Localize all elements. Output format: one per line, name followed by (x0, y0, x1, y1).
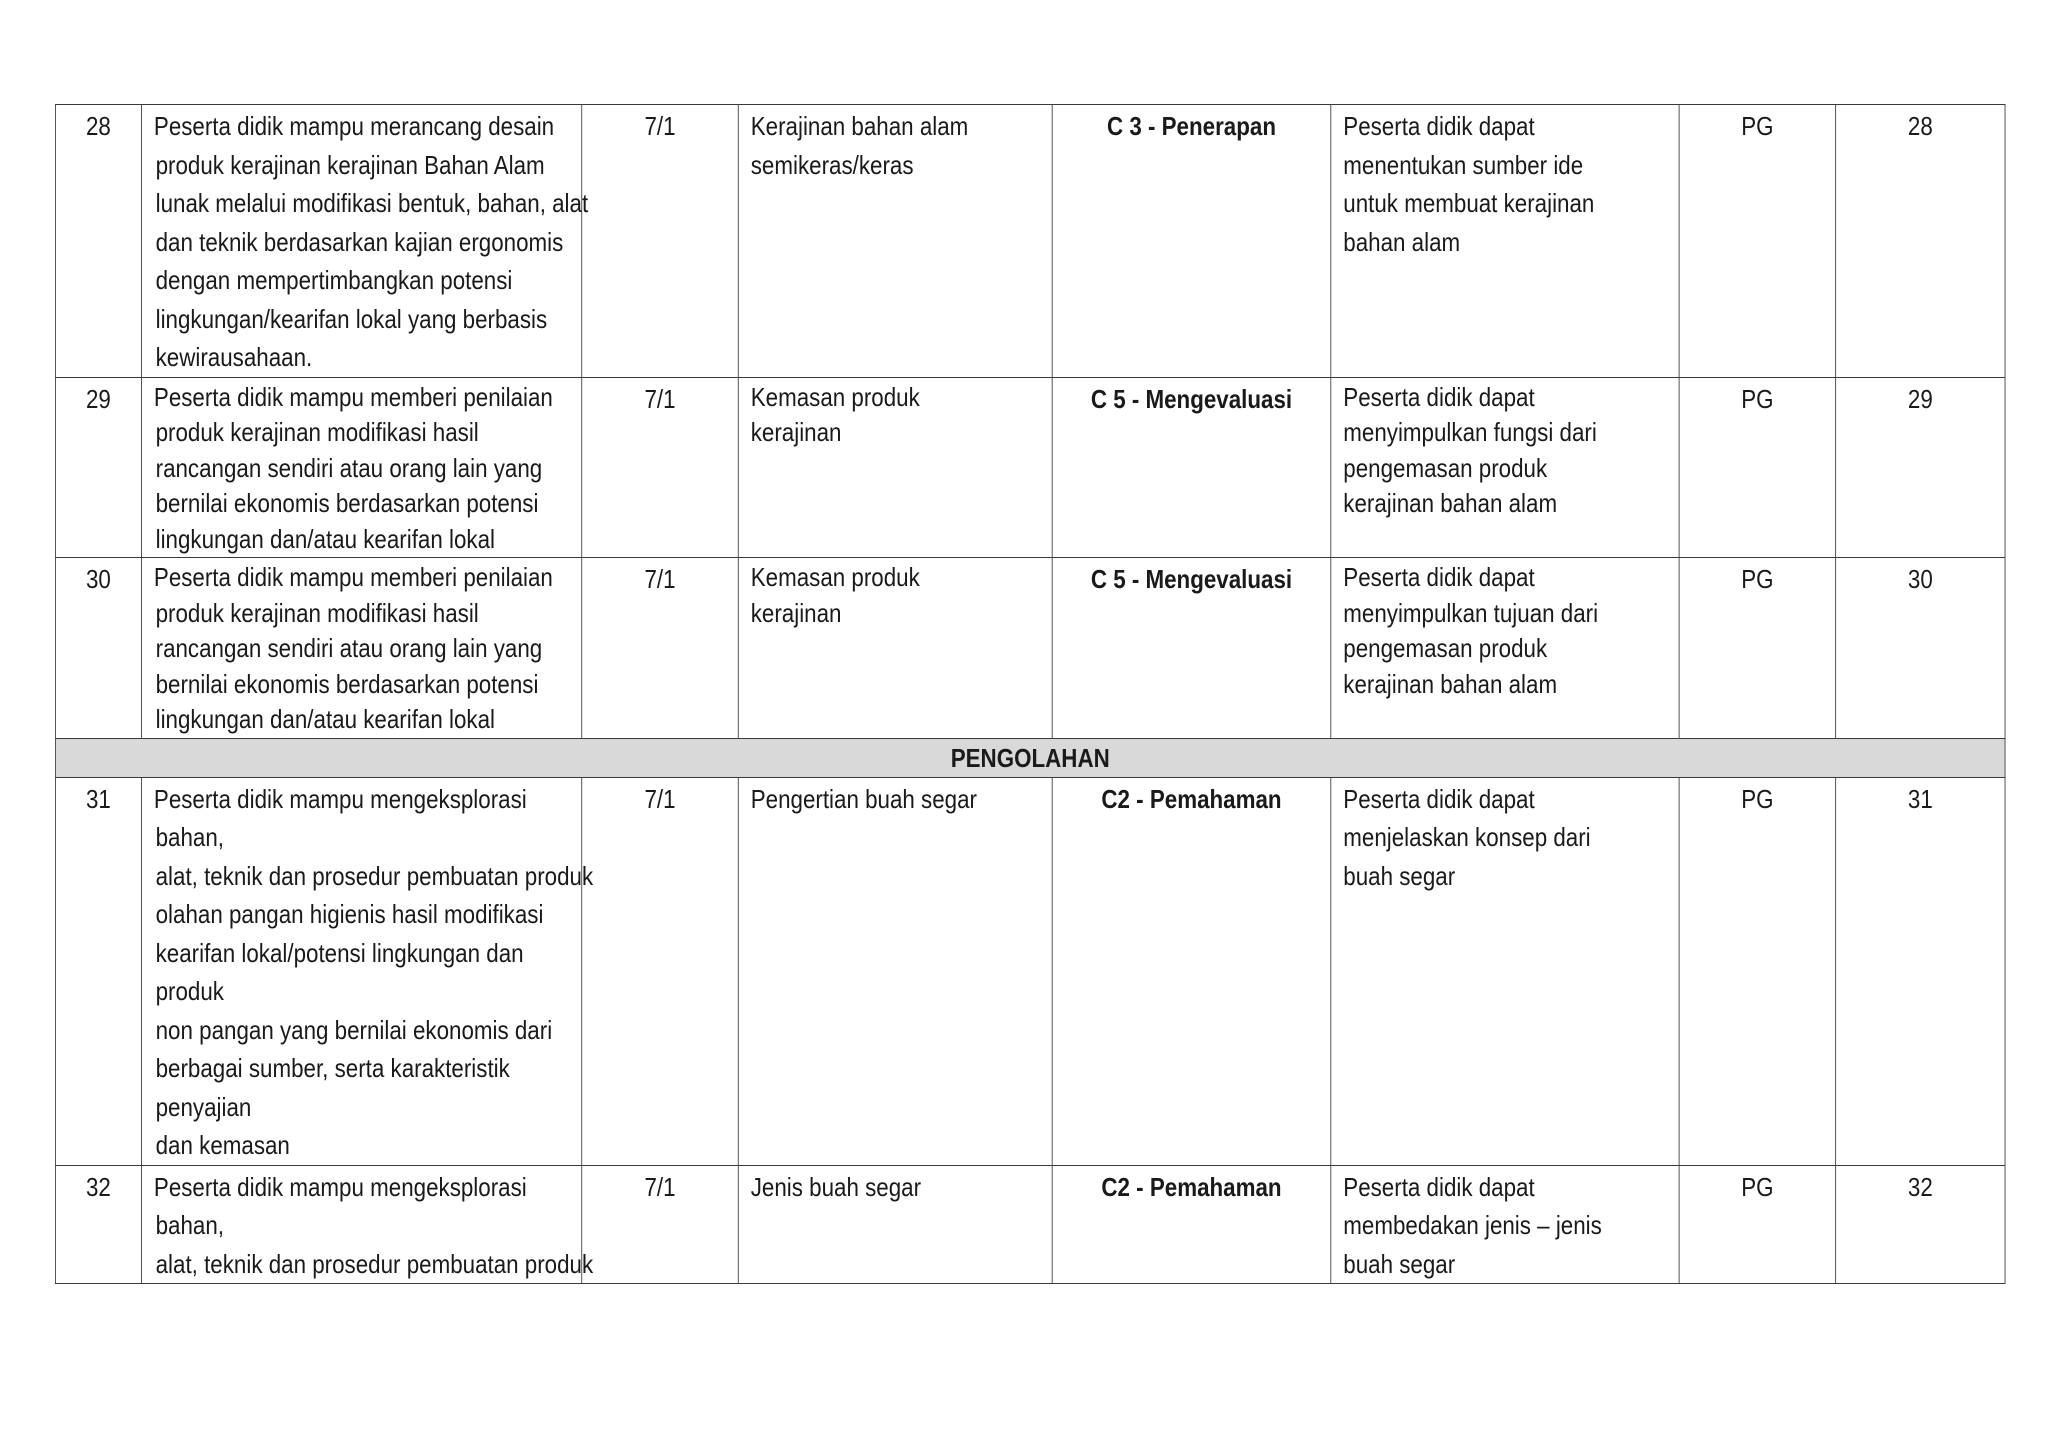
cell-kompetensi-line: rancangan sendiri atau orang lain yang (155, 633, 543, 663)
cell-kompetensi-line: berbagai sumber, serta karakteristik (155, 1053, 510, 1083)
table-body-upper (55, 105, 2005, 739)
cell-materi-line: Kemasan produk (750, 381, 920, 412)
cell-kelas: 7/1 (582, 105, 739, 378)
cell-bentuk-soal: PG (1679, 1165, 1836, 1284)
cell-indikator-line: pengemasan produk (1343, 452, 1548, 483)
cell-kompetensi-line: kewirausahaan. (155, 342, 313, 372)
cell-kompetensi-line: Peserta didik mampu mengeksplorasi (153, 1171, 527, 1202)
cell-no: 28 (55, 105, 141, 378)
cell-indikator-line: Peserta didik dapat (1343, 1171, 1535, 1202)
cell-no: 29 (55, 377, 141, 558)
cell-kompetensi-line: penyajian (155, 1091, 252, 1122)
cell-indikator-line: buah segar (1343, 1248, 1456, 1279)
kisi-kisi-table (55, 104, 2005, 1284)
cell-kelas: 7/1 (582, 377, 739, 558)
cell-kompetensi-line: dan kemasan (155, 1130, 290, 1160)
cell-materi (738, 777, 1052, 1165)
cell-kompetensi-line: produk kerajinan modifikasi hasil (155, 417, 479, 447)
cell-indikator-line: Peserta didik dapat (1343, 562, 1535, 592)
cell-bentuk-soal: PG (1679, 105, 1836, 378)
document-page (55, 104, 2005, 1284)
table-body-lower (55, 777, 2005, 1284)
cell-kompetensi-line: produk kerajinan kerajinan Bahan Alam (155, 149, 545, 180)
cell-nomor-soal: 31 (1836, 777, 2005, 1165)
table-section (55, 738, 2005, 777)
cell-kompetensi (141, 105, 589, 378)
cell-kompetensi (141, 777, 594, 1165)
cell-kompetensi-line: bernilai ekonomis berdasarkan potensi (155, 488, 539, 518)
cell-level-kognitif: C2 - Pemahaman (1052, 1165, 1331, 1284)
cell-kompetensi (141, 1165, 594, 1284)
cell-materi (738, 1165, 1052, 1284)
cell-kompetensi-line: lingkungan dan/atau kearifan lokal (155, 704, 495, 734)
cell-no: 32 (55, 1165, 141, 1284)
cell-indikator-line: Peserta didik dapat (1343, 111, 1535, 141)
cell-indikator-line: pengemasan produk (1343, 633, 1548, 663)
cell-no: 31 (55, 777, 141, 1165)
cell-kelas: 7/1 (582, 1165, 739, 1284)
cell-kompetensi-line: dengan mempertimbangkan potensi (155, 265, 513, 295)
table-row (55, 105, 2005, 378)
cell-materi-line: Pengertian buah segar (750, 783, 978, 814)
cell-materi (738, 377, 1052, 558)
cell-indikator-line: untuk membuat kerajinan (1343, 188, 1595, 218)
cell-indikator-line: buah segar (1343, 860, 1456, 891)
cell-indikator-line: menentukan sumber ide (1343, 149, 1584, 180)
table-row (55, 777, 2005, 1165)
cell-indikator (1331, 105, 1679, 378)
cell-kompetensi-line: produk (155, 976, 224, 1006)
cell-level-kognitif: C 3 - Penerapan (1052, 105, 1331, 378)
cell-materi (738, 105, 1052, 378)
cell-kompetensi-line: produk kerajinan modifikasi hasil (155, 597, 479, 628)
cell-materi-line: Kerajinan bahan alam (750, 111, 969, 141)
cell-indikator-line: membedakan jenis – jenis (1343, 1210, 1602, 1240)
cell-indikator-line: menyimpulkan tujuan dari (1343, 597, 1599, 628)
cell-kompetensi-line: Peserta didik mampu memberi penilaian (153, 562, 553, 592)
cell-indikator-line: kerajinan bahan alam (1343, 668, 1558, 699)
cell-kompetensi-line: Peserta didik mampu memberi penilaian (153, 381, 553, 412)
cell-materi-line: kerajinan (750, 417, 842, 447)
cell-indikator (1331, 1165, 1679, 1284)
section-row (55, 738, 2005, 777)
cell-bentuk-soal: PG (1679, 558, 1836, 739)
section-title: PENGOLAHAN (55, 738, 2005, 777)
cell-materi-line: Kemasan produk (750, 562, 920, 592)
cell-kompetensi-line: Peserta didik mampu mengeksplorasi (153, 783, 527, 814)
cell-indikator-line: menyimpulkan fungsi dari (1343, 417, 1597, 447)
table-row (55, 377, 2005, 558)
cell-level-kognitif: C 5 - Mengevaluasi (1052, 377, 1331, 558)
cell-level-kognitif: C2 - Pemahaman (1052, 777, 1331, 1165)
cell-kompetensi-line: Peserta didik mampu merancang desain (153, 111, 555, 141)
cell-level-kognitif: C 5 - Mengevaluasi (1052, 558, 1331, 739)
cell-kompetensi (141, 377, 581, 558)
cell-materi-line: Jenis buah segar (750, 1171, 922, 1202)
cell-no: 30 (55, 558, 141, 739)
cell-kompetensi-line: kearifan lokal/potensi lingkungan dan (155, 937, 524, 968)
cell-kompetensi-line: lingkungan dan/atau kearifan lokal (155, 523, 495, 554)
cell-nomor-soal: 30 (1836, 558, 2005, 739)
cell-materi-line: kerajinan (750, 597, 842, 628)
cell-materi-line: semikeras/keras (750, 149, 914, 180)
cell-kompetensi-line: dan teknik berdasarkan kajian ergonomis (155, 226, 564, 257)
cell-indikator-line: menjelaskan konsep dari (1343, 822, 1591, 852)
cell-indikator-line: Peserta didik dapat (1343, 783, 1535, 814)
cell-kompetensi-line: non pangan yang bernilai ekonomis dari (155, 1014, 553, 1045)
cell-kelas: 7/1 (582, 558, 739, 739)
cell-nomor-soal: 29 (1836, 377, 2005, 558)
table-row (55, 558, 2005, 739)
cell-kompetensi-line: lingkungan/kearifan lokal yang berbasis (155, 303, 548, 334)
cell-kompetensi-line: alat, teknik dan prosedur pembuatan produk (155, 1248, 594, 1279)
cell-indikator-line: kerajinan bahan alam (1343, 488, 1558, 518)
table-row (55, 1165, 2005, 1284)
cell-kompetensi (141, 558, 581, 739)
cell-indikator (1331, 558, 1679, 739)
cell-bentuk-soal: PG (1679, 777, 1836, 1165)
cell-nomor-soal: 32 (1836, 1165, 2005, 1284)
cell-kompetensi-line: rancangan sendiri atau orang lain yang (155, 452, 543, 483)
cell-kompetensi-line: bernilai ekonomis berdasarkan potensi (155, 668, 539, 699)
cell-kompetensi-line: olahan pangan higienis hasil modifikasi (155, 899, 544, 929)
cell-kompetensi-line: bahan, (155, 822, 225, 852)
cell-kompetensi-line: lunak melalui modifikasi bentuk, bahan, alat (155, 188, 589, 218)
cell-nomor-soal: 28 (1836, 105, 2005, 378)
cell-kelas: 7/1 (582, 777, 739, 1165)
cell-kompetensi-line: bahan, (155, 1210, 225, 1240)
cell-indikator (1331, 377, 1679, 558)
cell-indikator-line: Peserta didik dapat (1343, 381, 1535, 412)
cell-bentuk-soal: PG (1679, 377, 1836, 558)
cell-kompetensi-line: alat, teknik dan prosedur pembuatan produk (155, 860, 594, 891)
cell-indikator (1331, 777, 1679, 1165)
cell-indikator-line: bahan alam (1343, 226, 1461, 257)
cell-materi (738, 558, 1052, 739)
